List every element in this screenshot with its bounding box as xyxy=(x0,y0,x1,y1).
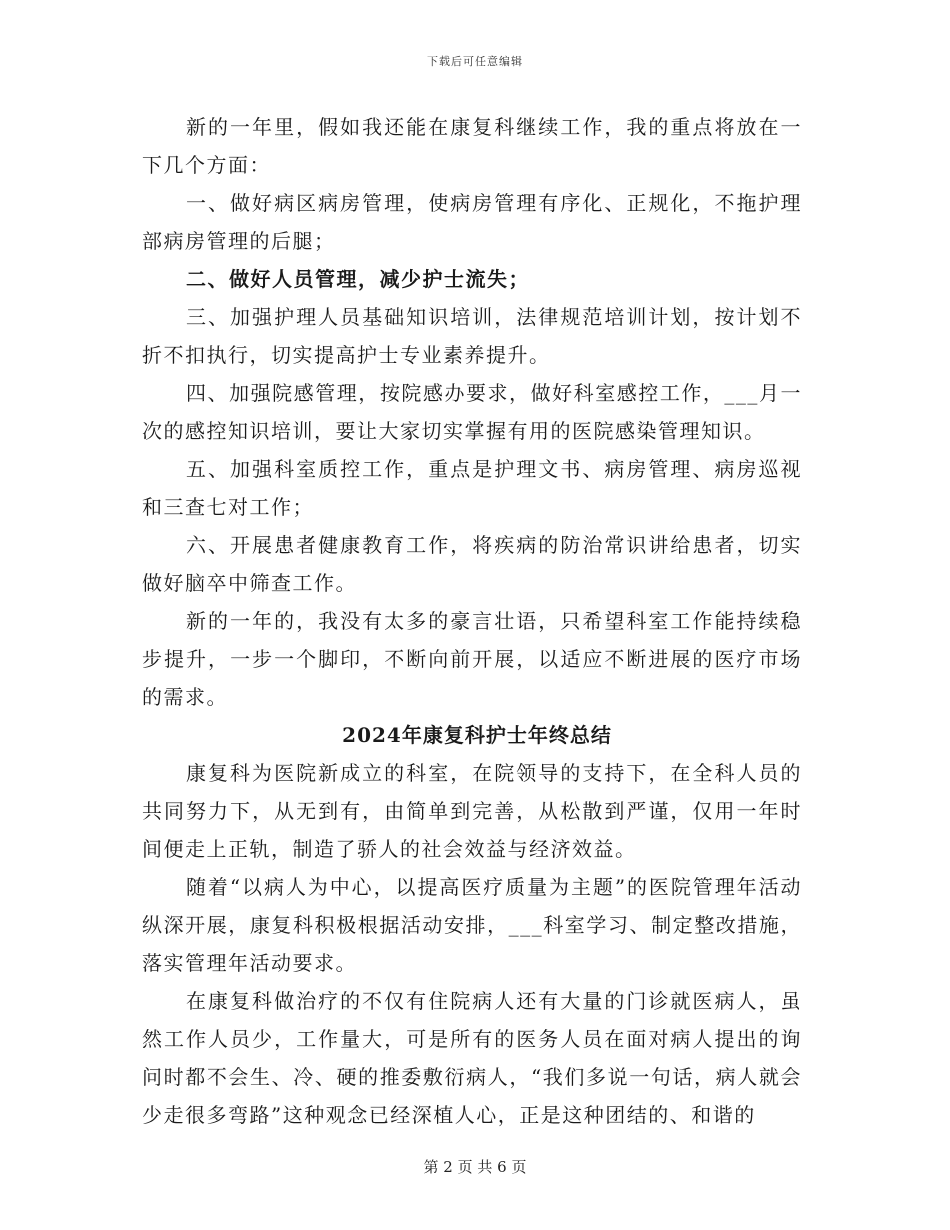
paragraph-7: 六、开展患者健康教育工作，将疾病的防治常识讲给患者，切实做好脑卒中筛查工作。 xyxy=(142,533,802,595)
paragraph-4: 三、加强护理人员基础知识培训，法律规范培训计划，按计划不折不扣执行，切实提高护士专业素养提升。 xyxy=(142,305,802,367)
paragraph-8: 新的一年的，我没有太多的豪言壮语，只希望科室工作能持续稳步提升，一步一个脚印，不断向前开展，以适应不断进展的医疗市场的需求。 xyxy=(142,609,802,709)
paragraph-2: 一、做好病区病房管理，使病房管理有序化、正规化，不拖护理部病房管理的后腿； xyxy=(142,191,802,253)
document-body xyxy=(142,108,802,1134)
section-title: 2024年康复科护士年终总结 xyxy=(342,723,612,747)
paragraph-1: 新的一年里，假如我还能在康复科继续工作，我的重点将放在一下几个方面： xyxy=(142,115,802,177)
paragraph-6: 五、加强科室质控工作，重点是护理文书、病房管理、病房巡视和三查七对工作； xyxy=(142,457,802,519)
paragraph-9: 康复科为医院新成立的科室，在院领导的支持下，在全科人员的共同努力下，从无到有，由简单到完善，从松散到严谨，仅用一年时间便走上正轨，制造了骄人的社会效益与经济效益。 xyxy=(142,761,802,861)
paragraph-11: 在康复科做治疗的不仅有住院病人还有大量的门诊就医病人，虽然工作人员少，工作量大，可是所有的医务人员在面对病人提出的询问时都不会生、冷、硬的推委敷衍病人，“我们多说一句话，病人就会少走很多弯路”这种观念已经深植人心，正是这种团结的、和谐的 xyxy=(142,989,802,1127)
paragraph-10: 随着“以病人为中心，以提高医疗质量为主题”的医院管理年活动纵深开展，康复科积极根据活动安排，___科室学习、制定整改措施，落实管理年活动要求。 xyxy=(142,875,802,975)
paragraph-3-bold: 二、做好人员管理，减少护士流失； xyxy=(186,267,530,291)
page-header: 下载后可任意编辑 xyxy=(427,55,523,68)
paragraph-5: 四、加强院感管理，按院感办要求，做好科室感控工作，___月一次的感控知识培训，要让大家切实掌握有用的医院感染管理知识。 xyxy=(142,381,802,443)
page-footer: 第 2 页 共 6 页 xyxy=(423,1158,527,1176)
